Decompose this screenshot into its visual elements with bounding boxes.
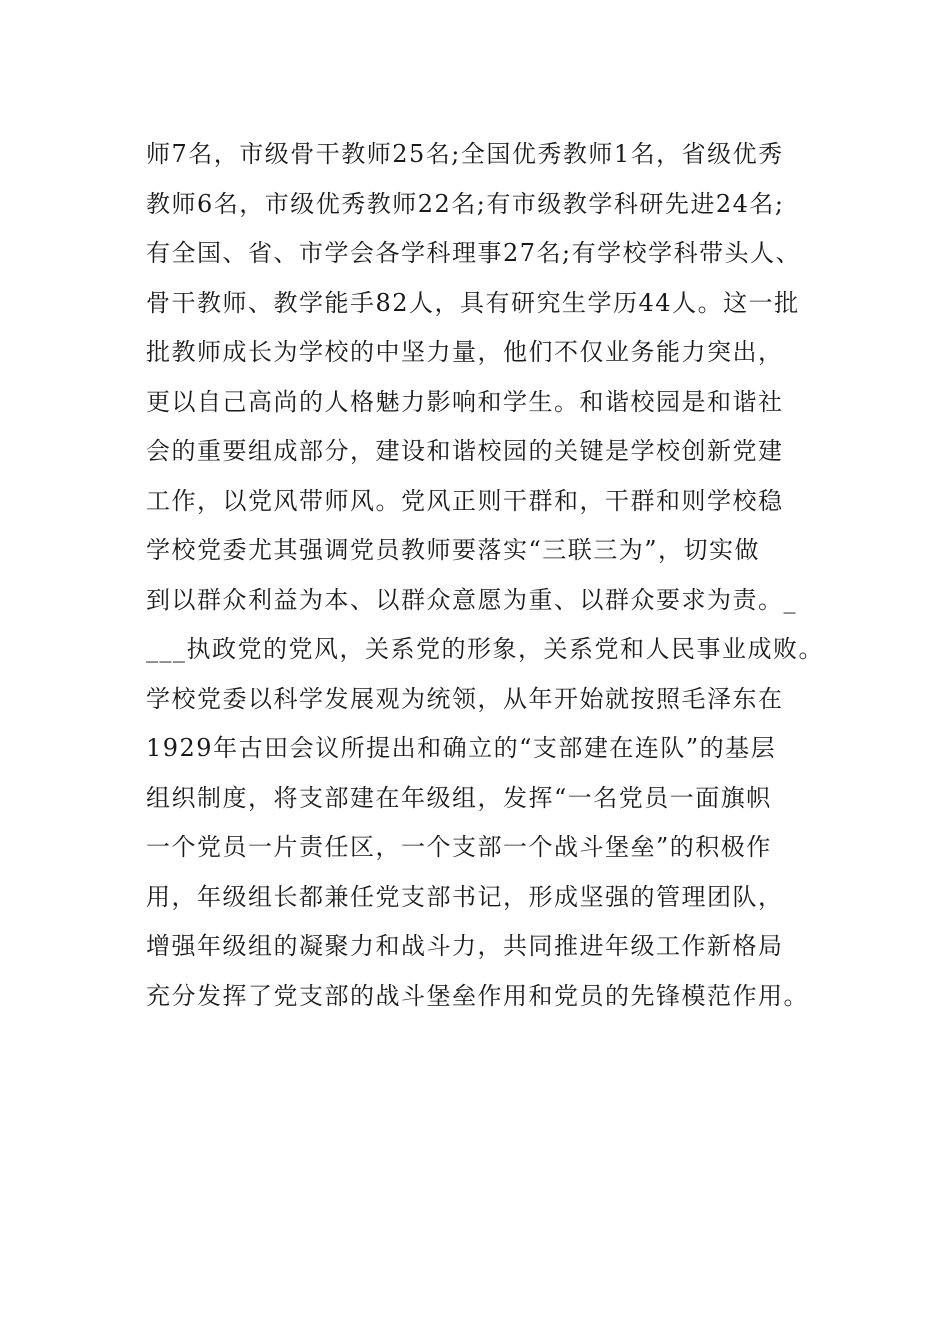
text-line: 1929年古田会议所提出和确立的“支部建在连队”的基层 <box>146 734 777 762</box>
text-line: 师7名，市级骨干教师25名;全国优秀教师1名，省级优秀 <box>146 140 784 168</box>
text-line: 有全国、省、市学会各学科理事27名;有学校学科带头人、 <box>146 239 802 267</box>
text-line: 工作，以党风带师风。党风正则干群和，干群和则学校稳 <box>146 486 784 515</box>
text-line: 学校党委尤其强调党员教师要落实“三联三为”，切实做 <box>146 536 761 564</box>
text-line: 学校党委以科学发展观为统领，从年开始就按照毛泽东在 <box>146 684 784 713</box>
text-line: 更以自己高尚的人格魅力影响和学生。和谐校园是和谐社 <box>146 387 784 416</box>
text-line: 会的重要组成部分，建设和谐校园的关键是学校创新党建 <box>146 437 784 465</box>
text-line: 用，年级组长都兼任党支部书记，形成坚强的管理团队， <box>146 882 784 911</box>
text-line: 批教师成长为学校的中坚力量，他们不仅业务能力突出， <box>146 338 784 366</box>
text-line: 到以群众利益为本、以群众意愿为重、以群众要求为责。_ <box>146 585 797 614</box>
text-line: 充分发挥了党支部的战斗堡垒作用和党员的先锋模范作用。 <box>146 981 809 1010</box>
text-line: 骨干教师、教学能手82人，具有研究生学历44人。这一批 <box>146 288 800 317</box>
text-line: 一个党员一片责任区，一个支部一个战斗堡垒”的积极作 <box>146 833 772 861</box>
text-line: 组织制度，将支部建在年级组，发挥“一名党员一面旗帜 <box>146 783 772 812</box>
text-line: 教师6名，市级优秀教师22名;有市级教学科研先进24名; <box>146 189 785 218</box>
body-text <box>146 130 866 1021</box>
text-line: ___执政党的党风，关系党的形象，关系党和人民事业成败。 <box>146 635 824 663</box>
text-line: 增强年级组的凝聚力和战斗力，共同推进年级工作新格局 <box>146 932 784 960</box>
